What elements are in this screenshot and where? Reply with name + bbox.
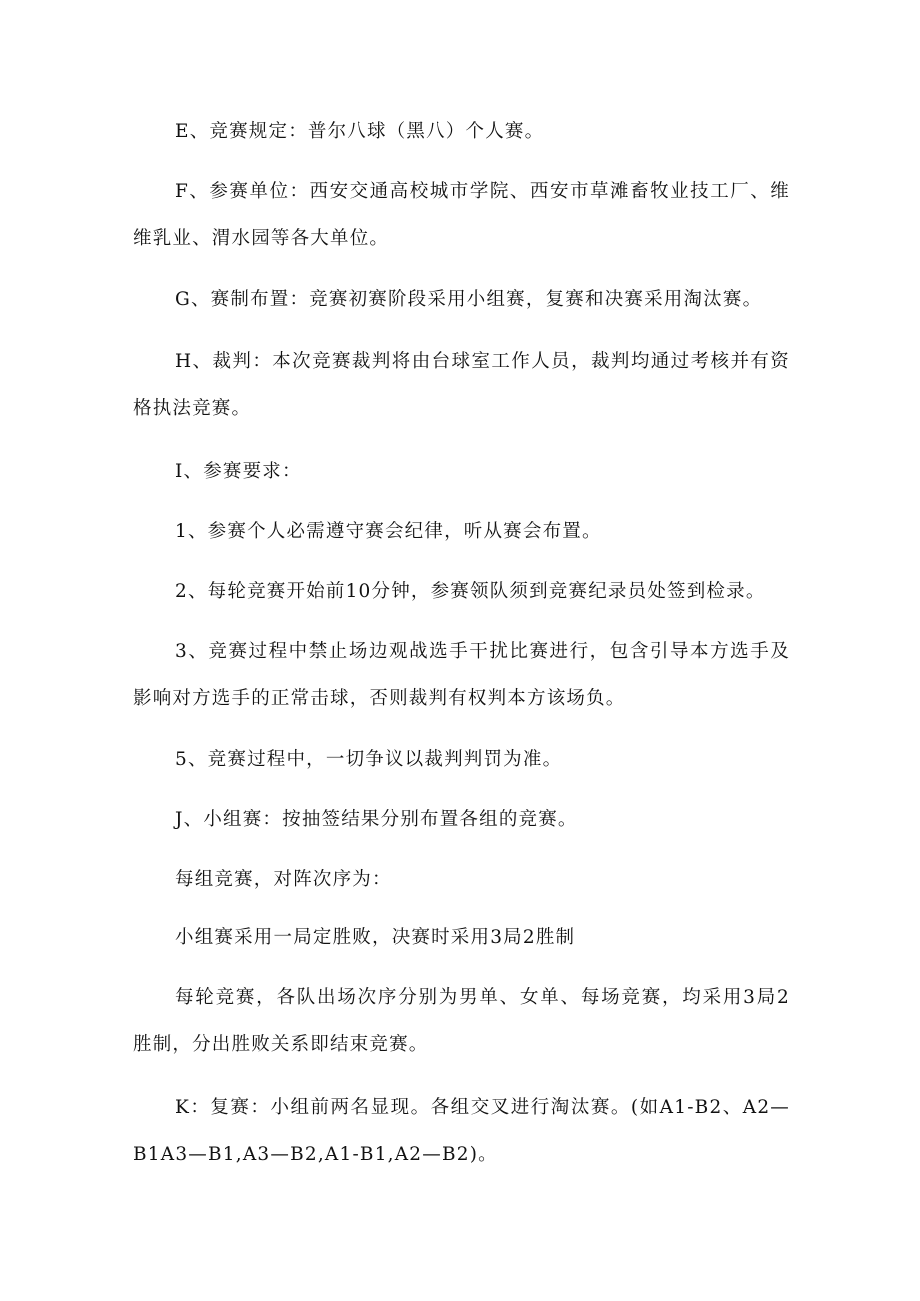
paragraph-second-round: K：复赛：小组前两名显现。各组交叉进行淘汰赛。(如A1-B2、A2—B1A3—B1,A3—B2,A1-B1,A2—B2)。: [133, 1097, 790, 1165]
paragraph-requirement-1: 1、参赛个人必需遵守赛会纪律，听从赛会布置。: [175, 521, 602, 542]
paragraph-referee: H、裁判：本次竞赛裁判将由台球室工作人员，裁判均通过考核并有资格执法竞赛。: [133, 351, 790, 419]
paragraph-round-order: 每轮竞赛，各队出场次序分别为男单、女单、每场竞赛，均采用3局2胜制，分出胜败关系即结束竞赛。: [133, 987, 790, 1055]
paragraph-requirement-5: 5、竞赛过程中，一切争议以裁判判罚为准。: [175, 749, 563, 770]
paragraph-rules: E、竞赛规定：普尔八球（黑八）个人赛。: [175, 121, 545, 142]
paragraph-group-stage: J、小组赛：按抽签结果分别布置各组的竞赛。: [175, 809, 578, 830]
paragraph-format: G、赛制布置：竞赛初赛阶段采用小组赛，复赛和决赛采用淘汰赛。: [175, 289, 763, 310]
paragraph-requirements-heading: I、参赛要求：: [175, 461, 302, 482]
paragraph-requirement-2: 2、每轮竞赛开始前10分钟，参赛领队须到竞赛纪录员处签到检录。: [175, 581, 766, 602]
paragraph-match-order: 每组竞赛，对阵次序为：: [175, 869, 392, 890]
paragraph-requirement-3: 3、竞赛过程中禁止场边观战选手干扰比赛进行，包含引导本方选手及影响对方选手的正常击球，否则裁判有权判本方该场负。: [133, 641, 790, 709]
paragraph-participants: F、参赛单位：西安交通高校城市学院、西安市草滩畜牧业技工厂、维维乳业、渭水园等各大单位。: [133, 181, 790, 249]
paragraph-group-rule: 小组赛采用一局定胜败，决赛时采用3局2胜制: [175, 927, 576, 948]
